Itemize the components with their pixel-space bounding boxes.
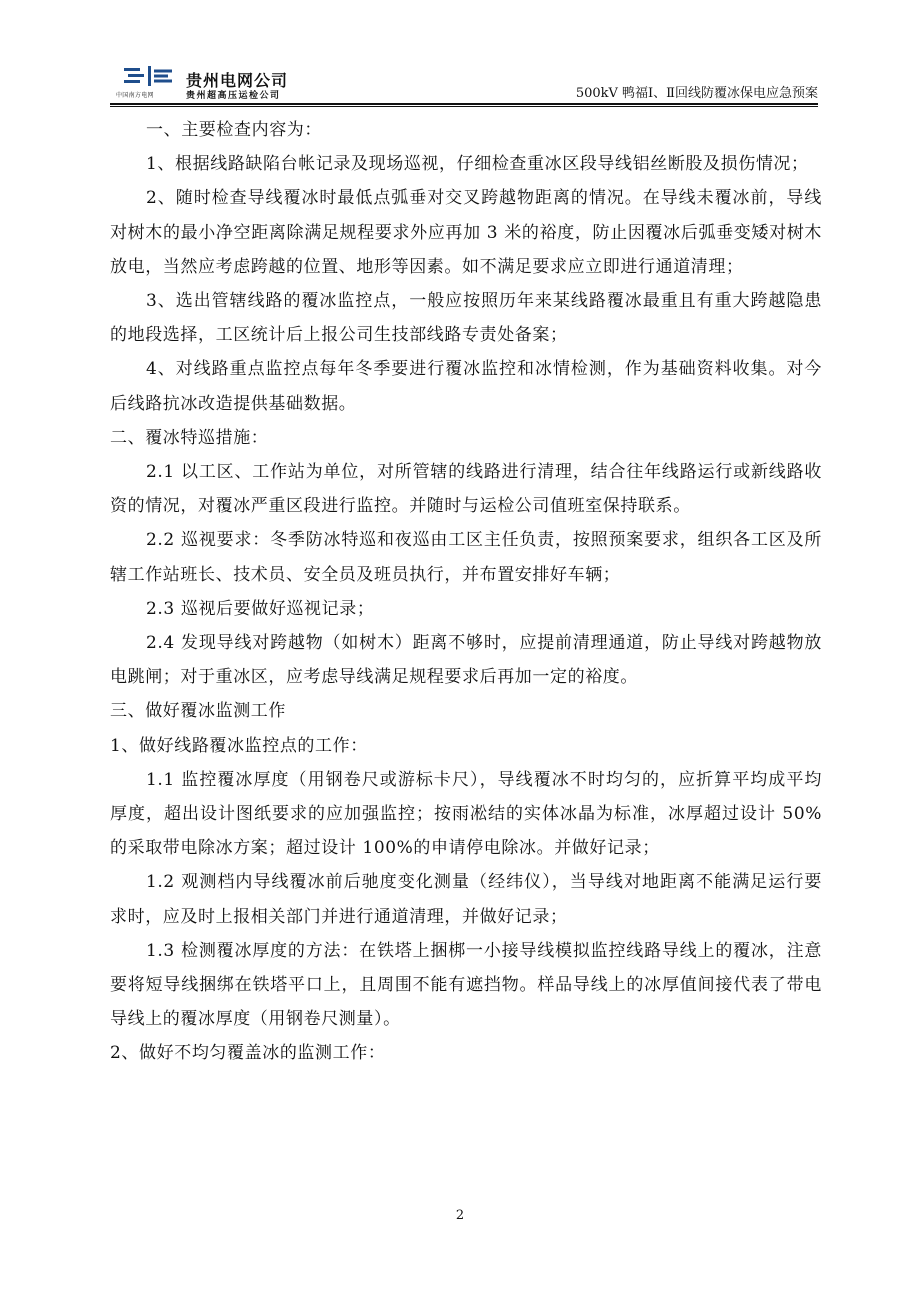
page-header [110,58,818,104]
paragraph: 1.1 监控覆冰厚度（用钢卷尺或游标卡尺），导线覆冰不时均匀的，应折算平均成平均厚度，超出设计图纸要求的应加强监控；按雨凇结的实体冰晶为标准，冰厚超过设计 50%的采取带电除冰方案；超过设计 100%的申请停电除冰。并做好记录； [110,769,822,859]
company-name: 贵州电网公司 [186,71,289,90]
paragraph: 一、主要检查内容为： [146,120,322,140]
paragraph: 三、做好覆冰监测工作 [110,701,286,722]
paragraph: 2.4 发现导线对跨越物（如树木）距离不够时，应提前清理通道，防止导线对跨越物放电跳闸；对于重冰区，应考虑导线满足规程要求后再加一定的裕度。 [110,633,822,688]
company-logo [110,58,440,102]
header-divider [110,103,818,105]
document-title: 500kV 鸭福Ⅰ、Ⅱ回线防覆冰保电应急预案 [575,86,818,101]
paragraph: 2、随时检查导线覆冰时最低点弧垂对交叉跨越物距离的情况。在导线未覆冰前，导线对树木的最小净空距离除满足规程要求外应再加 3 米的裕度，防止因覆冰后弧垂变矮对树木放电，当然应考虑跨越的位置、地形等因素。如不满足要求应立即进行通道清理； [110,188,822,277]
paragraph: 2.1 以工区、工作站为单位，对所管辖的线路进行清理，结合往年线路运行或新线路收资的情况，对覆冰严重区段进行监控。并随时与运检公司值班室保持联系。 [110,462,822,517]
paragraph: 1.2 观测档内导线覆冰前后驰度变化测量（经纬仪），当导线对地距离不能满足运行要求时，应及时上报相关部门并进行通道清理，并做好记录； [110,872,822,927]
parent-company: 中国南方电网 [116,92,154,99]
paragraph: 3、选出管辖线路的覆冰监控点，一般应按照历年来某线路覆冰最重且有重大跨越隐患的地段选择，工区统计后上报公司生技部线路专责处备案； [110,291,822,346]
paragraph: 1、根据线路缺陷台帐记录及现场巡视，仔细检查重冰区段导线铝丝断股及损伤情况； [146,154,809,175]
paragraph: 2.2 巡视要求：冬季防冰特巡和夜巡由工区主任负责，按照预案要求，组织各工区及所辖工作站班长、技术员、安全员及班员执行，并布置安排好车辆； [110,530,822,585]
paragraph: 二、覆冰特巡措施： [110,427,269,448]
paragraph: 2、做好不均匀覆盖冰的监测工作： [110,1043,386,1064]
paragraph: 1、做好线路覆冰监控点的工作： [110,735,368,756]
document-body [110,113,822,1071]
subsidiary-name: 贵州超高压运检公司 [186,91,281,101]
header-divider-thin [110,106,818,107]
paragraph: 1.3 检测覆冰厚度的方法：在铁塔上捆梆一小接导线模拟监控线路导线上的覆冰，注意要将短导线捆绑在铁塔平口上，且周围不能有遮挡物。样品导线上的冰厚值间接代表了带电导线上的覆冰厚度（用钢卷尺测量）。 [110,940,822,1030]
csg-logo-icon [124,66,180,90]
paragraph: 2.3 巡视后要做好巡视记录； [146,598,375,619]
paragraph: 4、对线路重点监控点每年冬季要进行覆冰监控和冰情检测，作为基础资料收集。对今后线路抗冰改造提供基础数据。 [110,359,822,414]
page-number: 2 [455,1208,465,1223]
